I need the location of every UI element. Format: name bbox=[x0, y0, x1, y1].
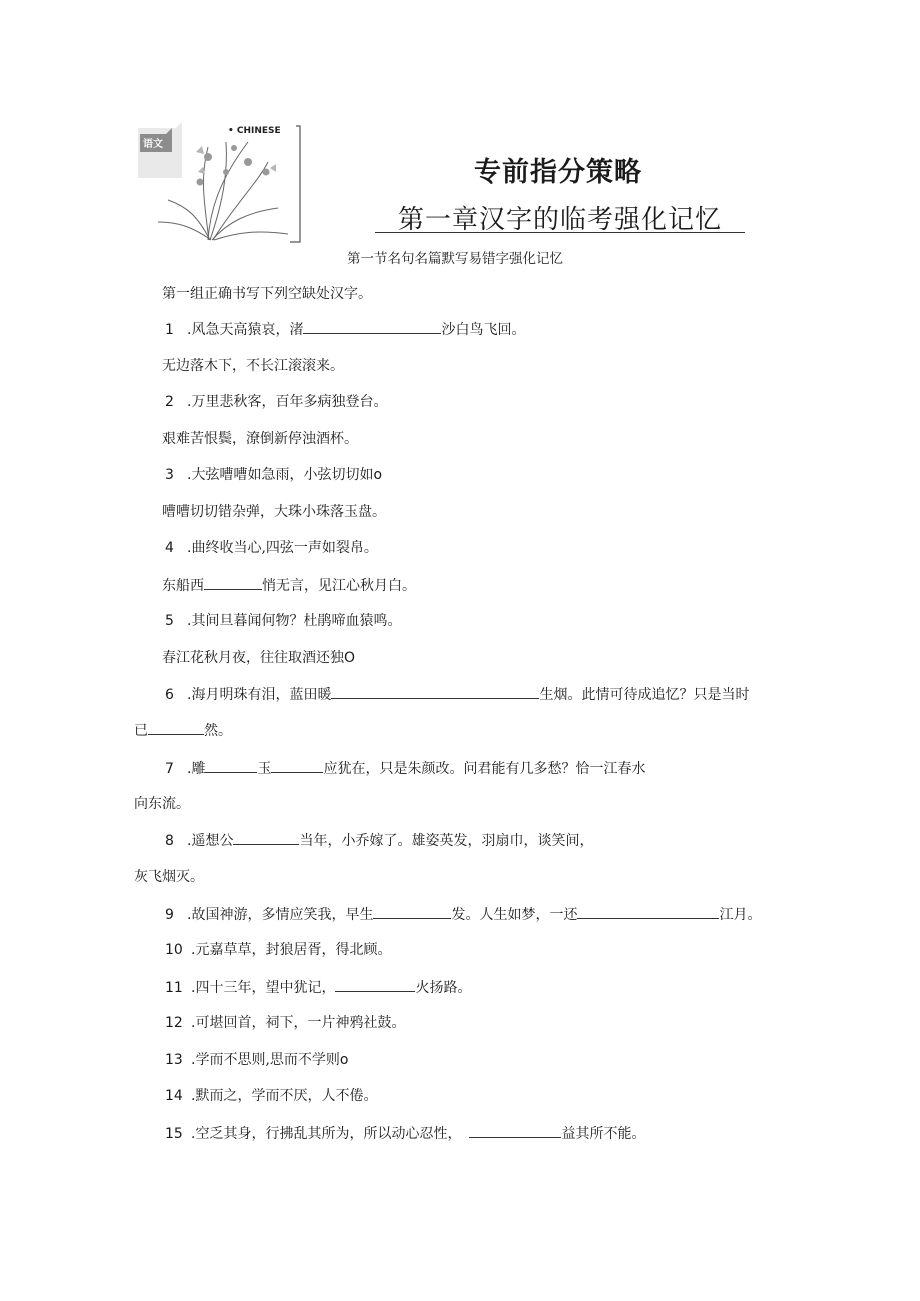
question-number: 2 bbox=[165, 394, 174, 410]
question-7: 7 .雕 玉 应犹在，只是朱颜改。问君能有几多愁？恰一江春水 bbox=[165, 758, 645, 779]
question-number: 12 bbox=[165, 1015, 183, 1031]
chapter-title: 第一章汉字的临考强化记忆 bbox=[398, 205, 723, 235]
question-9: 9 .故国神游，多情应笑我，早生 发。人生如梦，一还 江月。 bbox=[165, 904, 761, 925]
answer-blank[interactable] bbox=[335, 977, 415, 992]
question-4-continuation: 东船西 悄无言，见江心秋月白。 bbox=[162, 575, 416, 596]
question-3-continuation: 嘈嘈切切错杂弹，大珠小珠落玉盘。 bbox=[162, 504, 386, 520]
question-number: 5 bbox=[165, 613, 174, 629]
answer-blank[interactable] bbox=[469, 1123, 561, 1138]
answer-blank[interactable] bbox=[373, 904, 451, 919]
instruction-text: 第一组正确书写下列空缺处汉字。 bbox=[162, 286, 372, 302]
question-11: 11 .四十三年，望中犹记， 火扬路。 bbox=[165, 977, 471, 998]
question-5-continuation: 春江花秋月夜，往往取酒还独O bbox=[162, 650, 356, 666]
question-number: 11 bbox=[165, 980, 183, 996]
question-7-continuation: 向东流。 bbox=[134, 796, 190, 812]
question-number: 13 bbox=[165, 1052, 183, 1068]
question-2-continuation: 艰难苦恨鬓，潦倒新停浊酒杯。 bbox=[162, 431, 358, 447]
question-6-continuation: 已 然。 bbox=[134, 720, 232, 741]
answer-blank[interactable] bbox=[331, 684, 539, 699]
page-title: 专前指分策略 bbox=[474, 157, 642, 188]
question-number: 4 bbox=[165, 540, 174, 556]
question-1: 1 .风急天高猿哀，渚 沙白鸟飞回。 bbox=[165, 319, 525, 340]
question-number: 14 bbox=[165, 1088, 183, 1104]
question-15: 15 .空乏其身，行拂乱其所为，所以动心忍性， 益其所不能。 bbox=[165, 1123, 645, 1144]
section-title: 第一节名句名篇默写易错字强化记忆 bbox=[347, 251, 563, 267]
orchid-logo bbox=[138, 122, 304, 246]
chapter-divider bbox=[375, 232, 745, 233]
question-8-continuation: 灰飞烟灭。 bbox=[134, 869, 204, 885]
answer-blank[interactable] bbox=[205, 758, 257, 773]
answer-blank[interactable] bbox=[233, 830, 299, 845]
logo-badge-text: 语文 bbox=[143, 139, 163, 150]
question-4: 4 .曲终收当心,四弦一声如裂帛。 bbox=[165, 540, 378, 556]
question-number: 1 bbox=[165, 322, 174, 338]
question-2: 2 .万里悲秋客，百年多病独登台。 bbox=[165, 394, 388, 410]
question-number: 7 bbox=[165, 761, 174, 777]
logo-wordmark: • CHINESE bbox=[228, 126, 281, 136]
answer-blank[interactable] bbox=[303, 319, 441, 334]
question-number: 9 bbox=[165, 907, 174, 923]
question-8: 8 .遥想公 当年，小乔嫁了。雄姿英发，羽扇巾，谈笑间， bbox=[165, 830, 593, 851]
question-number: 10 bbox=[165, 942, 183, 958]
question-12: 12 .可堪回首，祠下，一片神鸦社鼓。 bbox=[165, 1015, 406, 1031]
question-number: 8 bbox=[165, 833, 174, 849]
question-number: 6 bbox=[165, 687, 174, 703]
question-number: 15 bbox=[165, 1126, 183, 1142]
answer-blank[interactable] bbox=[577, 904, 719, 919]
question-5: 5 .其间旦暮闻何物？杜鹃啼血猿鸣。 bbox=[165, 613, 402, 629]
question-13: 13 .学而不思则,思而不学则o bbox=[165, 1052, 349, 1068]
question-14: 14 .默而之，学而不厌，人不倦。 bbox=[165, 1088, 378, 1104]
question-3: 3 .大弦嘈嘈如急雨，小弦切切如o bbox=[165, 467, 383, 483]
question-number: 3 bbox=[165, 467, 174, 483]
question-10: 10 .元嘉草草，封狼居胥，得北顾。 bbox=[165, 942, 392, 958]
answer-blank[interactable] bbox=[148, 720, 204, 735]
question-1-continuation: 无边落木下，不长江滚滚来。 bbox=[162, 358, 344, 374]
answer-blank[interactable] bbox=[204, 575, 262, 590]
answer-blank[interactable] bbox=[271, 758, 323, 773]
question-6: 6 .海月明珠有泪，蓝田暖 生烟。此情可待成追忆？只是当时 bbox=[165, 684, 749, 705]
